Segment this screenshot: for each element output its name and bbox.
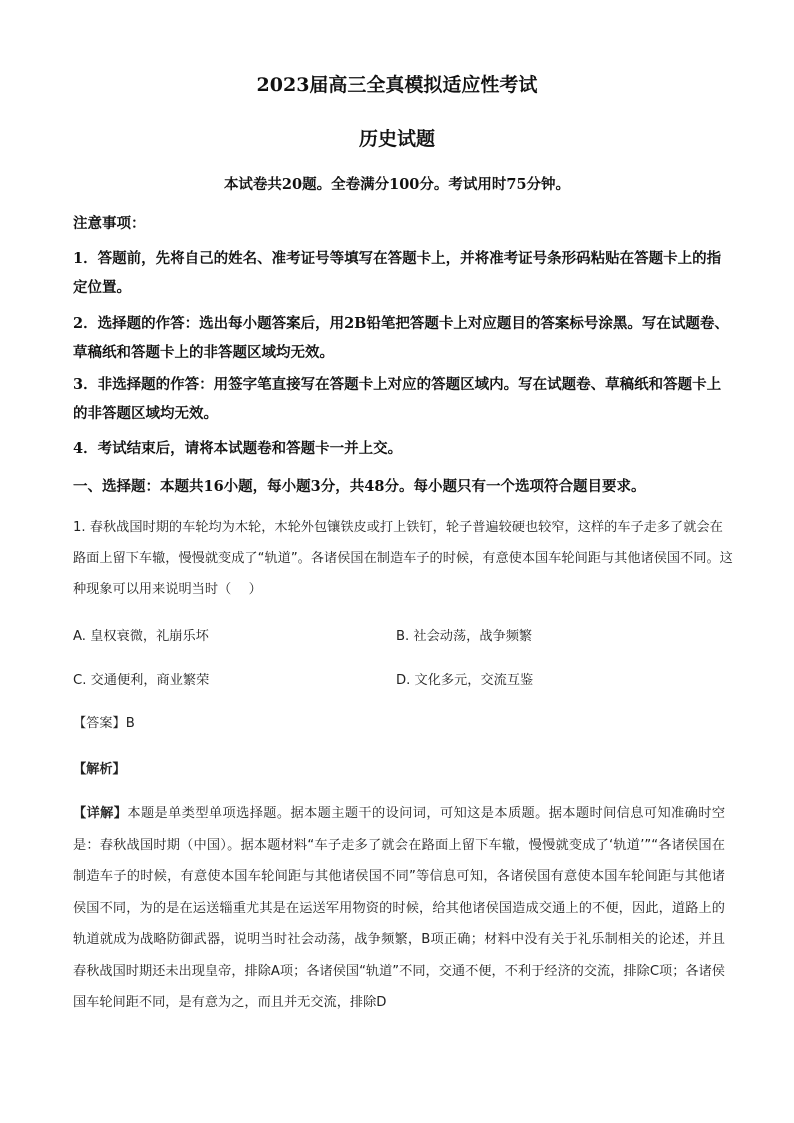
note-item-2: 2．选择题的作答：选出每小题答案后，用2B铅笔把答题卡上对应题目的答案标号涂黑。写在试题卷、草稿纸和答题卡上的非答题区域均无效。 <box>73 315 729 361</box>
option-b: B. 社会动荡，战争频繁 <box>396 629 533 644</box>
detail-label: 【详解】 <box>73 806 128 821</box>
note-item-4: 4．考试结束后，请将本试题卷和答题卡一并上交。 <box>73 440 403 457</box>
option-d: D. 文化多元，交流互鉴 <box>396 673 534 688</box>
option-a: A. 皇权衰微，礼崩乐坏 <box>73 629 209 644</box>
note-item-1: 1．答题前，先将自己的姓名、准考证号等填写在答题卡上，并将准考证号条形码粘贴在答题卡上的指定位置。 <box>73 250 722 296</box>
detail-paragraph <box>73 798 725 1019</box>
analysis-label: 【解析】 <box>73 762 126 777</box>
section-heading: 一、选择题：本题共16小题，每小题3分，共48分。每小题只有一个选项符合题目要求。 <box>73 478 646 495</box>
option-c: C. 交通便利，商业繁荣 <box>73 673 210 688</box>
notes-heading: 注意事项： <box>73 215 146 232</box>
question-1-stem: 1. 春秋战国时期的车轮均为木轮，木轮外包镶铁皮或打上铁钉，轮子普遍较硬也较窄，这样的车子走多了就会在路面上留下车辙，慢慢就变成了“轨道”。各诸侯国在制造车子的时候，有意使本国车轮间距与其他诸侯国不同。这种现象可以用来说明当时（ ） <box>73 520 733 597</box>
subject-title: 历史试题 <box>358 128 435 150</box>
detail-text: 本题是单类型单项选择题。据本题主题干的设问词，可知这是本质题。据本题时间信息可知准确时空是：春秋战国时期（中国）。据本题材料“车子走多了就会在路面上留下车辙，慢慢就变成了‘轨道’”“各诸侯国在制造车子的时候，有意使本国车轮间距与其他诸侯国不同”等信息可知，各诸侯国有意使本国车轮间距与其他诸侯国不同，为的是在运送辎重尤其是在运送军用物资的时候，给其他诸侯国造成交通上的不便，因此，道路上的轨道就成为战略防御武器，说明当时社会动荡，战争频繁，B项正确；材料中没有关于礼乐制相关的论述，并且春秋战国时期还未出现皇帝，排除A项；各诸侯国“轨道”不同，交通不便，不利于经济的交流，排除C项；各诸侯国车轮间距不同，是有意为之，而且并无交流，排除D <box>73 806 726 1010</box>
exam-title: 2023届高三全真模拟适应性考试 <box>256 74 538 96</box>
answer-line: 【答案】B <box>73 716 135 731</box>
note-item-3: 3．非选择题的作答：用签字笔直接写在答题卡上对应的答题区域内。写在试题卷、草稿纸和答题卡上的非答题区域均无效。 <box>73 376 722 422</box>
exam-info: 本试卷共20题。全卷满分100分。考试用时75分钟。 <box>223 176 571 193</box>
